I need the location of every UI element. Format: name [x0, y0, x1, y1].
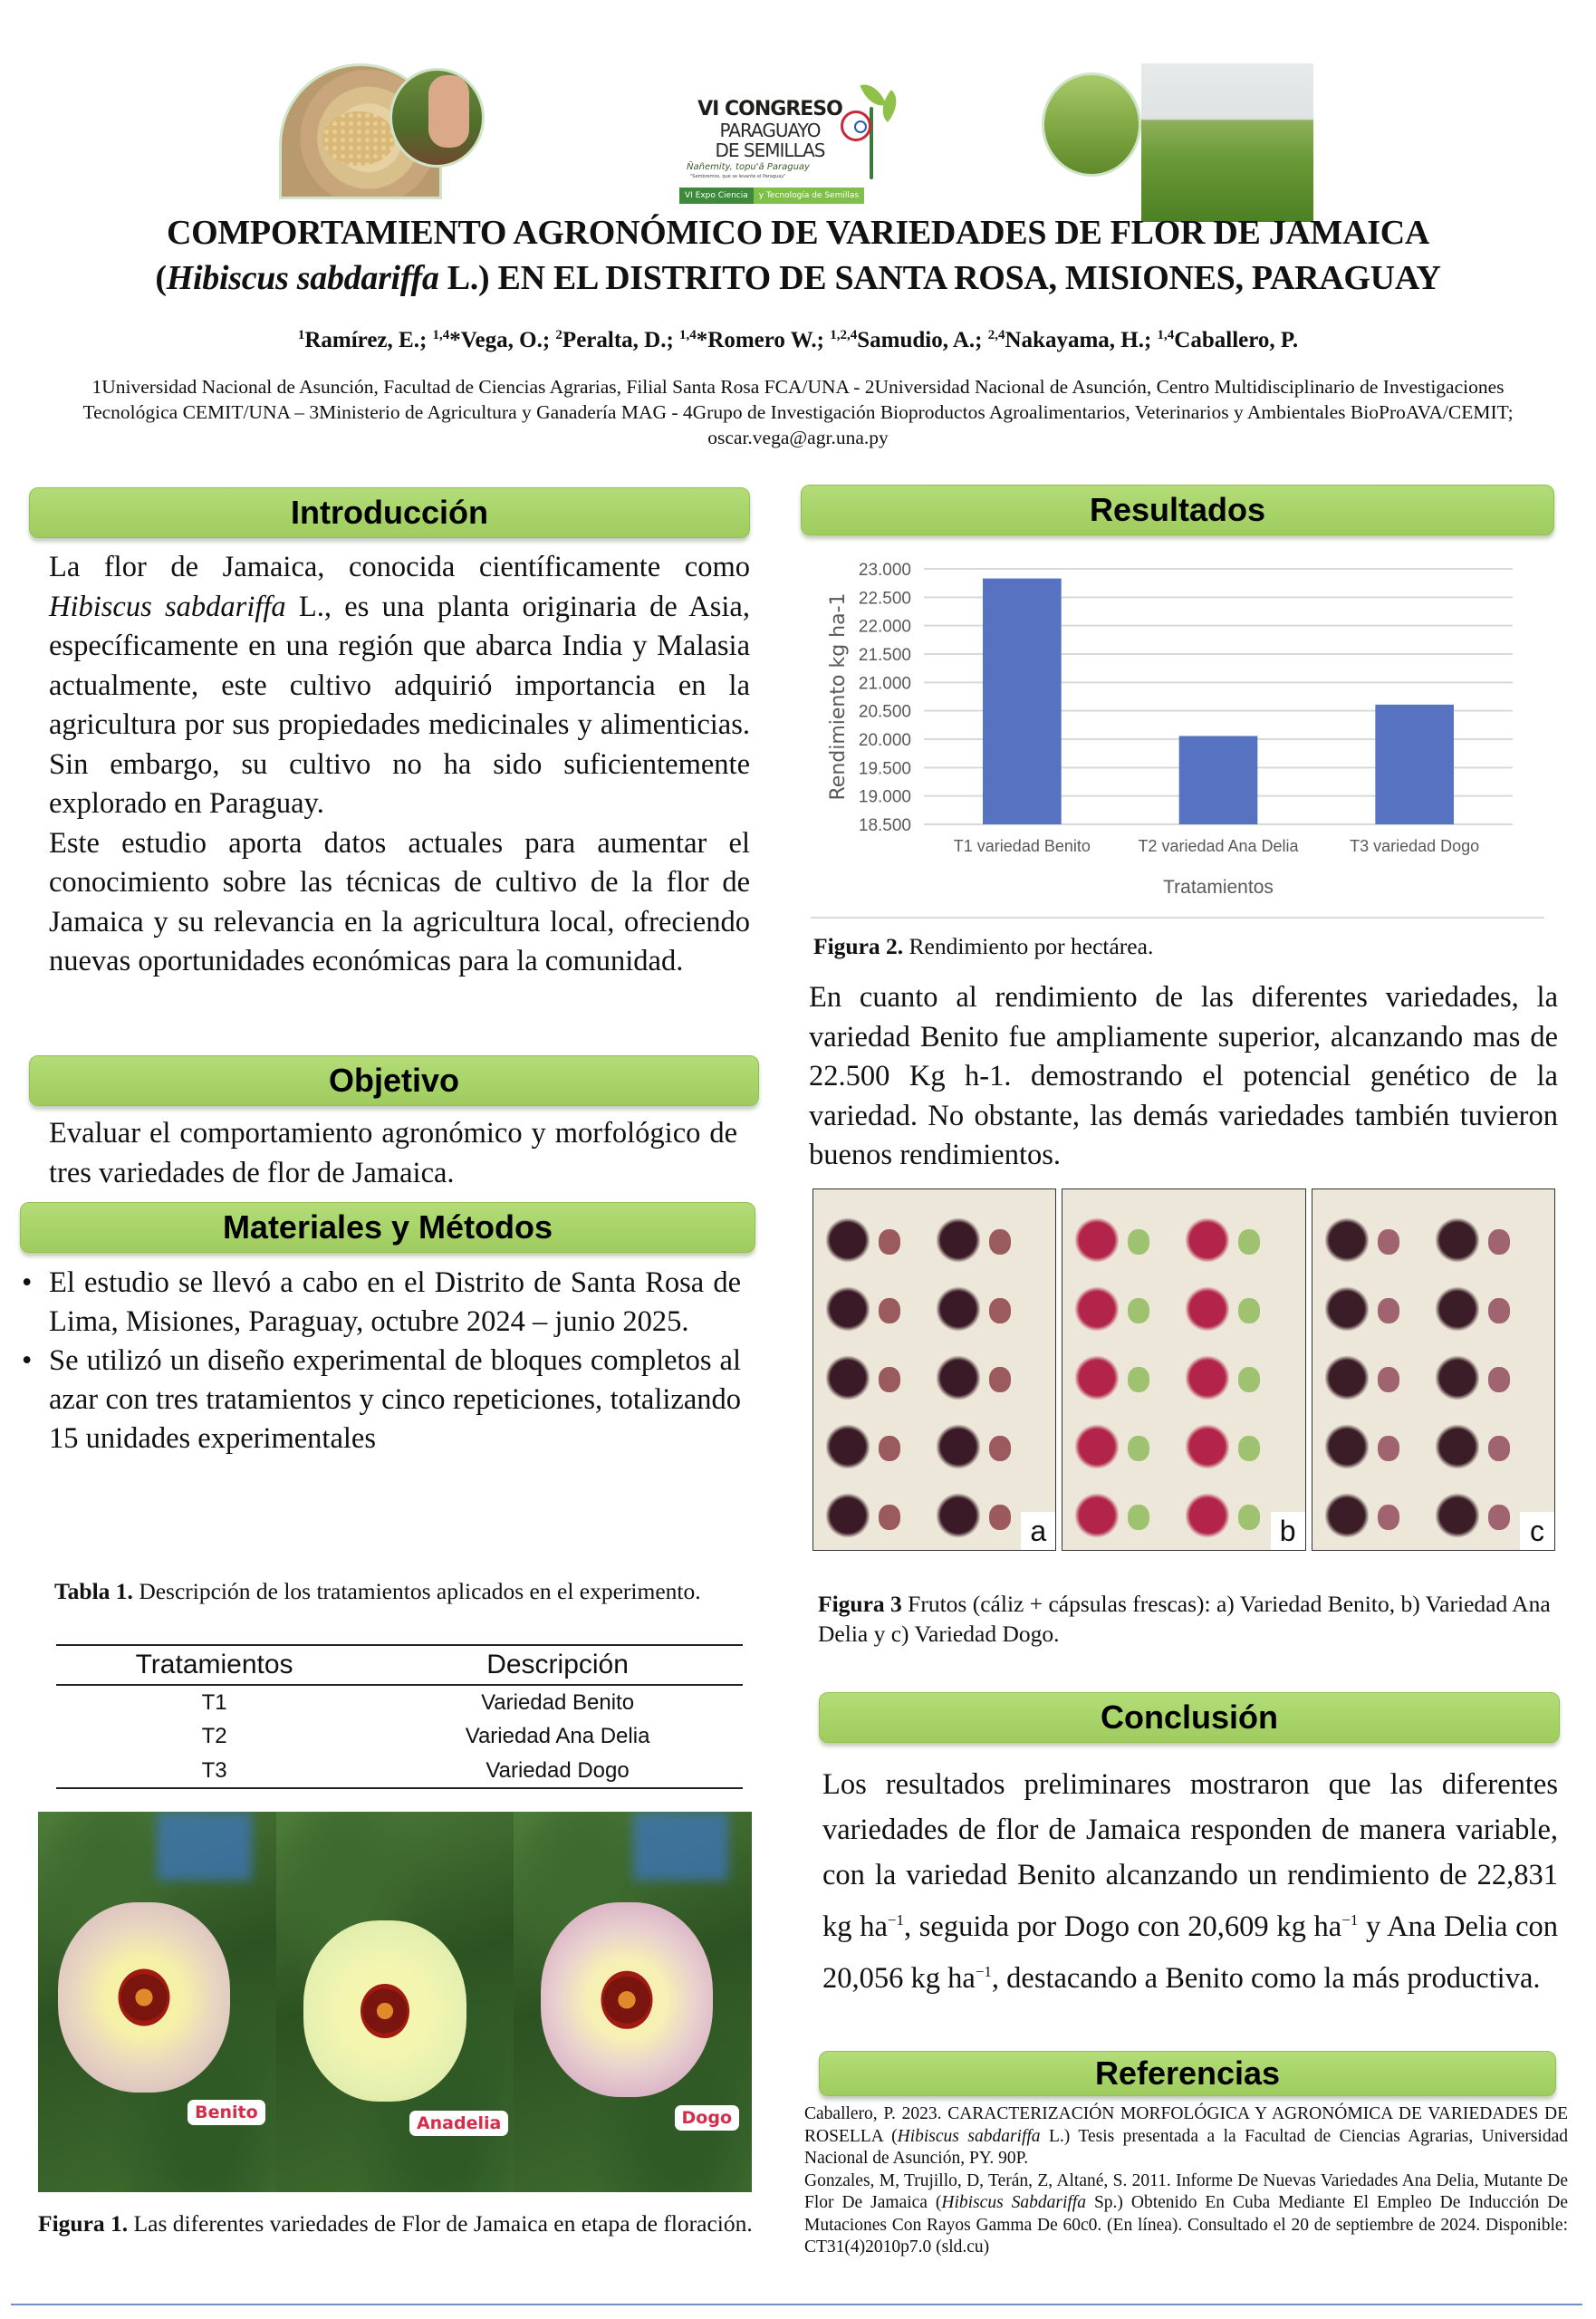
author-list	[36, 328, 1560, 353]
expo-label-right: y Tecnología de Semillas	[754, 188, 864, 204]
capsule	[1128, 1367, 1149, 1392]
capsule	[1378, 1298, 1399, 1323]
section-heading-objective: Objetivo	[29, 1055, 759, 1106]
expo-banner	[679, 188, 864, 204]
results-text: En cuanto al rendimiento de las diferentes variedades, la variedad Benito fue ampliamente superior, alcanzando mas de 22.500 Kg h-1. demostrando el potencial genético de la variedad. No obstante, las demás variedades también tuvieron buenos rendimientos.	[809, 981, 1558, 1171]
table-row	[56, 1754, 743, 1788]
fruit-photo-benito	[812, 1188, 1056, 1551]
flower-photo-anadelia	[276, 1812, 514, 2192]
author: $^{1,4}$Caballero, P.	[1157, 328, 1299, 352]
capsule	[1488, 1367, 1510, 1392]
capsule	[879, 1436, 900, 1461]
x-axis-title: Tratamientos	[1163, 877, 1274, 898]
section-heading-conclusion: Conclusión	[819, 1692, 1560, 1743]
species-name: Hibiscus sabdariffa	[166, 259, 439, 297]
figure-2-caption: Figura 2. Rendimiento por hectárea.	[813, 933, 1154, 959]
calyx	[937, 1354, 980, 1401]
calyx	[826, 1354, 870, 1401]
panel-label: b	[1271, 1512, 1305, 1550]
author: $^1$Ramírez, E.;	[297, 328, 433, 352]
capsule	[1488, 1298, 1510, 1323]
capsule	[989, 1298, 1011, 1323]
logo-line-3: DE SEMILLAS	[715, 140, 825, 161]
logo-tagline: Ñañemity, topu'ã Paraguay	[687, 162, 810, 172]
capsule	[1128, 1229, 1149, 1255]
calyx	[1325, 1217, 1369, 1264]
y-tick-label: 21.000	[858, 674, 911, 694]
planting-seed-photo	[389, 68, 485, 168]
title-line-2: (Hibiscus sabdariffa L.) EN EL DISTRITO DE SANTA ROSA, MISIONES, PARAGUAY	[155, 259, 1441, 297]
calyx	[1075, 1492, 1119, 1539]
table-cell: T2	[201, 1724, 227, 1748]
calyx	[937, 1423, 980, 1470]
figure-1-caption: Figura 1. Las diferentes variedades de Flor de Jamaica en etapa de floración.	[38, 2210, 753, 2237]
calyx	[937, 1285, 980, 1333]
capsule	[1488, 1505, 1510, 1530]
author: $^{1,4}$*Romero W.;	[679, 328, 831, 352]
bar-1	[983, 579, 1062, 824]
hibiscus-flower	[541, 1902, 713, 2097]
y-tick-label: 23.000	[858, 561, 911, 580]
capsule	[1128, 1298, 1149, 1323]
expo-label-left: VI Expo Ciencia	[679, 188, 754, 204]
table-row	[56, 1685, 743, 1719]
calyx	[826, 1492, 870, 1539]
y-tick-label: 20.500	[858, 702, 911, 722]
y-tick-label: 22.000	[858, 617, 911, 637]
capsule	[879, 1229, 900, 1255]
calyx	[1186, 1354, 1229, 1401]
calyx	[1075, 1423, 1119, 1470]
x-tick-label: T1 variedad Benito	[953, 837, 1091, 855]
capsule	[1378, 1229, 1399, 1255]
capsule	[989, 1505, 1011, 1530]
affiliations: 1Universidad Nacional de Asunción, Facultad de Ciencias Agrarias, Filial Santa Rosa FCA/UNA - 2Universidad Nacional de Asunción, Centro Multidisciplinario de Investigaciones Tecnológica CEMIT/UNA – 3Ministerio de Agricultura y Ganadería MAG - 4Grupo de Investigación Bioproductos Agroalimentarios, Veterinarios y Ambientales BioProAVA/CEMIT; oscar.vega@agr.una.py	[82, 376, 1514, 448]
calyx	[1325, 1285, 1369, 1333]
methods-bullet: • El estudio se llevó a cabo en el Distrito de Santa Rosa de Lima, Misiones, Paraguay, octubre 2024 – junio 2025.	[16, 1264, 741, 1342]
poster-title	[36, 210, 1560, 301]
objective-text: Evaluar el comportamiento agronómico y morfológico de tres variedades de flor de Jamaica.	[49, 1117, 737, 1189]
introduction-text	[49, 548, 750, 982]
capsule	[1238, 1298, 1260, 1323]
header-banner	[0, 27, 1596, 199]
fruit-photo-ana-delia	[1062, 1188, 1305, 1551]
calyx	[1075, 1217, 1119, 1264]
reference-item: Caballero, P. 2023. CARACTERIZACIÓN MORFOLÓGICA Y AGRONÓMICA DE VARIEDADES DE ROSELLA (Hibiscus sabdariffa L.) Tesis presentada a la Facultad de Ciencias Agrarias, Universidad Nacional de Asunción, PY. 90P.	[804, 2104, 1568, 2168]
treatments-table	[56, 1644, 743, 1789]
y-tick-label: 20.000	[858, 731, 911, 750]
capsule	[1378, 1367, 1399, 1392]
flower-photo-benito	[38, 1812, 276, 2192]
footer-divider	[11, 2304, 1582, 2305]
section-heading-results: Resultados	[801, 485, 1554, 535]
calyx	[937, 1217, 980, 1264]
logo-line-2: PARAGUAYO	[719, 120, 821, 141]
congress-logo	[679, 91, 924, 204]
table-cell: Variedad Ana Delia	[465, 1724, 650, 1748]
table-cell: T1	[201, 1689, 227, 1715]
calyx	[1075, 1354, 1119, 1401]
x-tick-label: T2 variedad Ana Delia	[1138, 837, 1299, 855]
y-axis-title: Rendimiento kg ha-1	[827, 592, 850, 801]
methods-bullet: • Se utilizó un diseño experimental de bloques completos al azar con tres tratamientos y cinco repeticiones, totalizando 15 unidades experimentales	[16, 1342, 741, 1458]
intro-paragraph-2: Este estudio aporta datos actuales para aumentar el conocimiento sobre las técnicas de cultivo de la flor de Jamaica y su relevancia en la agricultura local, ofreciendo nuevas oportunidades económicas para la comunidad.	[49, 826, 750, 977]
hibiscus-flower	[58, 1902, 230, 2093]
capsule	[1238, 1436, 1260, 1461]
calyx	[1436, 1354, 1479, 1401]
calyx	[1436, 1423, 1479, 1470]
capsule	[989, 1436, 1011, 1461]
capsule	[879, 1298, 900, 1323]
panel-label: c	[1520, 1512, 1554, 1550]
methods-list	[16, 1264, 741, 1458]
table-header-row	[56, 1645, 743, 1685]
capsule	[989, 1229, 1011, 1255]
calyx	[1325, 1492, 1369, 1539]
column-header: Tratamientos	[56, 1645, 372, 1685]
capsule	[1488, 1229, 1510, 1255]
y-tick-label: 19.000	[858, 787, 911, 807]
capsule	[1378, 1505, 1399, 1530]
calyx	[1436, 1492, 1479, 1539]
table-1-caption: Tabla 1. Descripción de los tratamientos aplicados en el experimento.	[54, 1578, 701, 1604]
chart-canvas	[797, 544, 1567, 924]
logo-subtagline: "Sembremos, que se levante el Paraguay"	[690, 174, 786, 179]
calyx	[937, 1492, 980, 1539]
capsule	[879, 1505, 900, 1530]
author: $^{1,4}$*Vega, O.;	[432, 328, 556, 352]
intro-paragraph-1: La flor de Jamaica, conocida científicamente como Hibiscus sabdariffa L., es una planta originaria de Asia, específicamente en una región que abarca India y Malasia actualmente, este cultivo adquirió importancia en la agricultura por sus propiedades medicinales y alimenticias. Sin embargo, su cultivo no ha sido suficientemente explorado en Paraguay.	[49, 551, 750, 820]
flower-tag: Dogo	[675, 2105, 739, 2131]
table-row	[56, 1719, 743, 1754]
calyx	[1186, 1217, 1229, 1264]
calyx	[826, 1423, 870, 1470]
bar-3	[1375, 705, 1454, 824]
calyx	[1436, 1217, 1479, 1264]
y-tick-label: 19.500	[858, 759, 911, 779]
calyx	[1325, 1423, 1369, 1470]
table-cell: Variedad Dogo	[372, 1754, 743, 1788]
conclusion-text: Los resultados preliminares mostraron que las diferentes variedades de flor de Jamaica responden de manera variable, con la variedad Benito alcanzando un rendimiento de 22,831 kg $ha^{-1}$, seguida por Dogo con 20,609 kg $ha^{-1}$ y Ana Delia con 20,056 kg $ha^{-1}$, destacando a Benito como la más productiva.	[822, 1768, 1558, 1995]
author: $^{1,2,4}$Samudio, A.;	[830, 328, 988, 352]
author: $^{2,4}$Nakayama, H.;	[987, 328, 1158, 352]
title-line-1: COMPORTAMIENTO AGRONÓMICO DE VARIEDADES DE FLOR DE JAMAICA	[166, 214, 1430, 252]
capsule	[1128, 1505, 1149, 1530]
yield-bar-chart	[797, 544, 1567, 924]
figure-3-caption: Figura 3 Frutos (cáliz + cápsulas frescas): a) Variedad Benito, b) Variedad Ana Delia y c) Variedad Dogo.	[818, 1591, 1551, 1647]
capsule	[1238, 1229, 1260, 1255]
panel-label: a	[1021, 1512, 1055, 1550]
author: $^2$Peralta, D.;	[555, 328, 680, 352]
reference-item: Gonzales, M, Trujillo, D, Terán, Z, Altané, S. 2011. Informe De Nuevas Variedades Ana Delia, Mutante De Flor De Jamaica (Hibiscus Sabdariffa Sp.) Obtenido En Cuba Mediante El Empleo De Inducción De Mutaciones Con Rayos Gamma De 60c0. (En línea). Consultado el 20 de septiembre de 2024. Disponible: CT31(4)2010p7.0 (sld.cu)	[804, 2170, 1568, 2256]
column-header: Descripción	[372, 1645, 743, 1685]
flower-photo-dogo	[514, 1812, 752, 2192]
y-tick-label: 21.500	[858, 646, 911, 665]
x-tick-label: T3 variedad Dogo	[1350, 837, 1480, 855]
section-heading-references: Referencias	[819, 2051, 1556, 2096]
references-list	[804, 2103, 1568, 2259]
calyx	[1186, 1423, 1229, 1470]
capsule	[1128, 1436, 1149, 1461]
calyx	[1186, 1285, 1229, 1333]
bar-2	[1179, 736, 1258, 824]
capsule	[1378, 1436, 1399, 1461]
capsule	[879, 1367, 900, 1392]
calyx	[1186, 1492, 1229, 1539]
sprout-icon	[870, 107, 873, 179]
crop-field-photo	[1141, 63, 1313, 222]
calyx	[826, 1217, 870, 1264]
calyx	[1075, 1285, 1119, 1333]
capsule	[989, 1367, 1011, 1392]
flower-tag: Benito	[187, 2100, 265, 2125]
capsule	[1488, 1436, 1510, 1461]
rice-hand-photo	[1042, 72, 1141, 177]
flower-tag: Anadelia	[409, 2111, 508, 2136]
hibiscus-flower	[303, 1920, 466, 2102]
table-cell: T3	[56, 1754, 372, 1788]
y-tick-label: 22.500	[858, 589, 911, 609]
fruit-photo-dogo	[1312, 1188, 1555, 1551]
calyx	[826, 1285, 870, 1333]
calyx	[1325, 1354, 1369, 1401]
capsule	[1238, 1505, 1260, 1530]
section-heading-methods: Materiales y Métodos	[20, 1202, 755, 1253]
y-tick-label: 18.500	[858, 816, 911, 835]
section-heading-introduction: Introducción	[29, 487, 750, 538]
figure-3-fruit-photos	[812, 1188, 1555, 1551]
figure-1-flower-photos	[38, 1812, 752, 2192]
logo-line-1: VI CONGRESO	[697, 98, 842, 120]
chart-divider	[811, 917, 1544, 919]
calyx	[1436, 1285, 1479, 1333]
capsule	[1238, 1367, 1260, 1392]
table-cell: Variedad Benito	[481, 1689, 635, 1715]
